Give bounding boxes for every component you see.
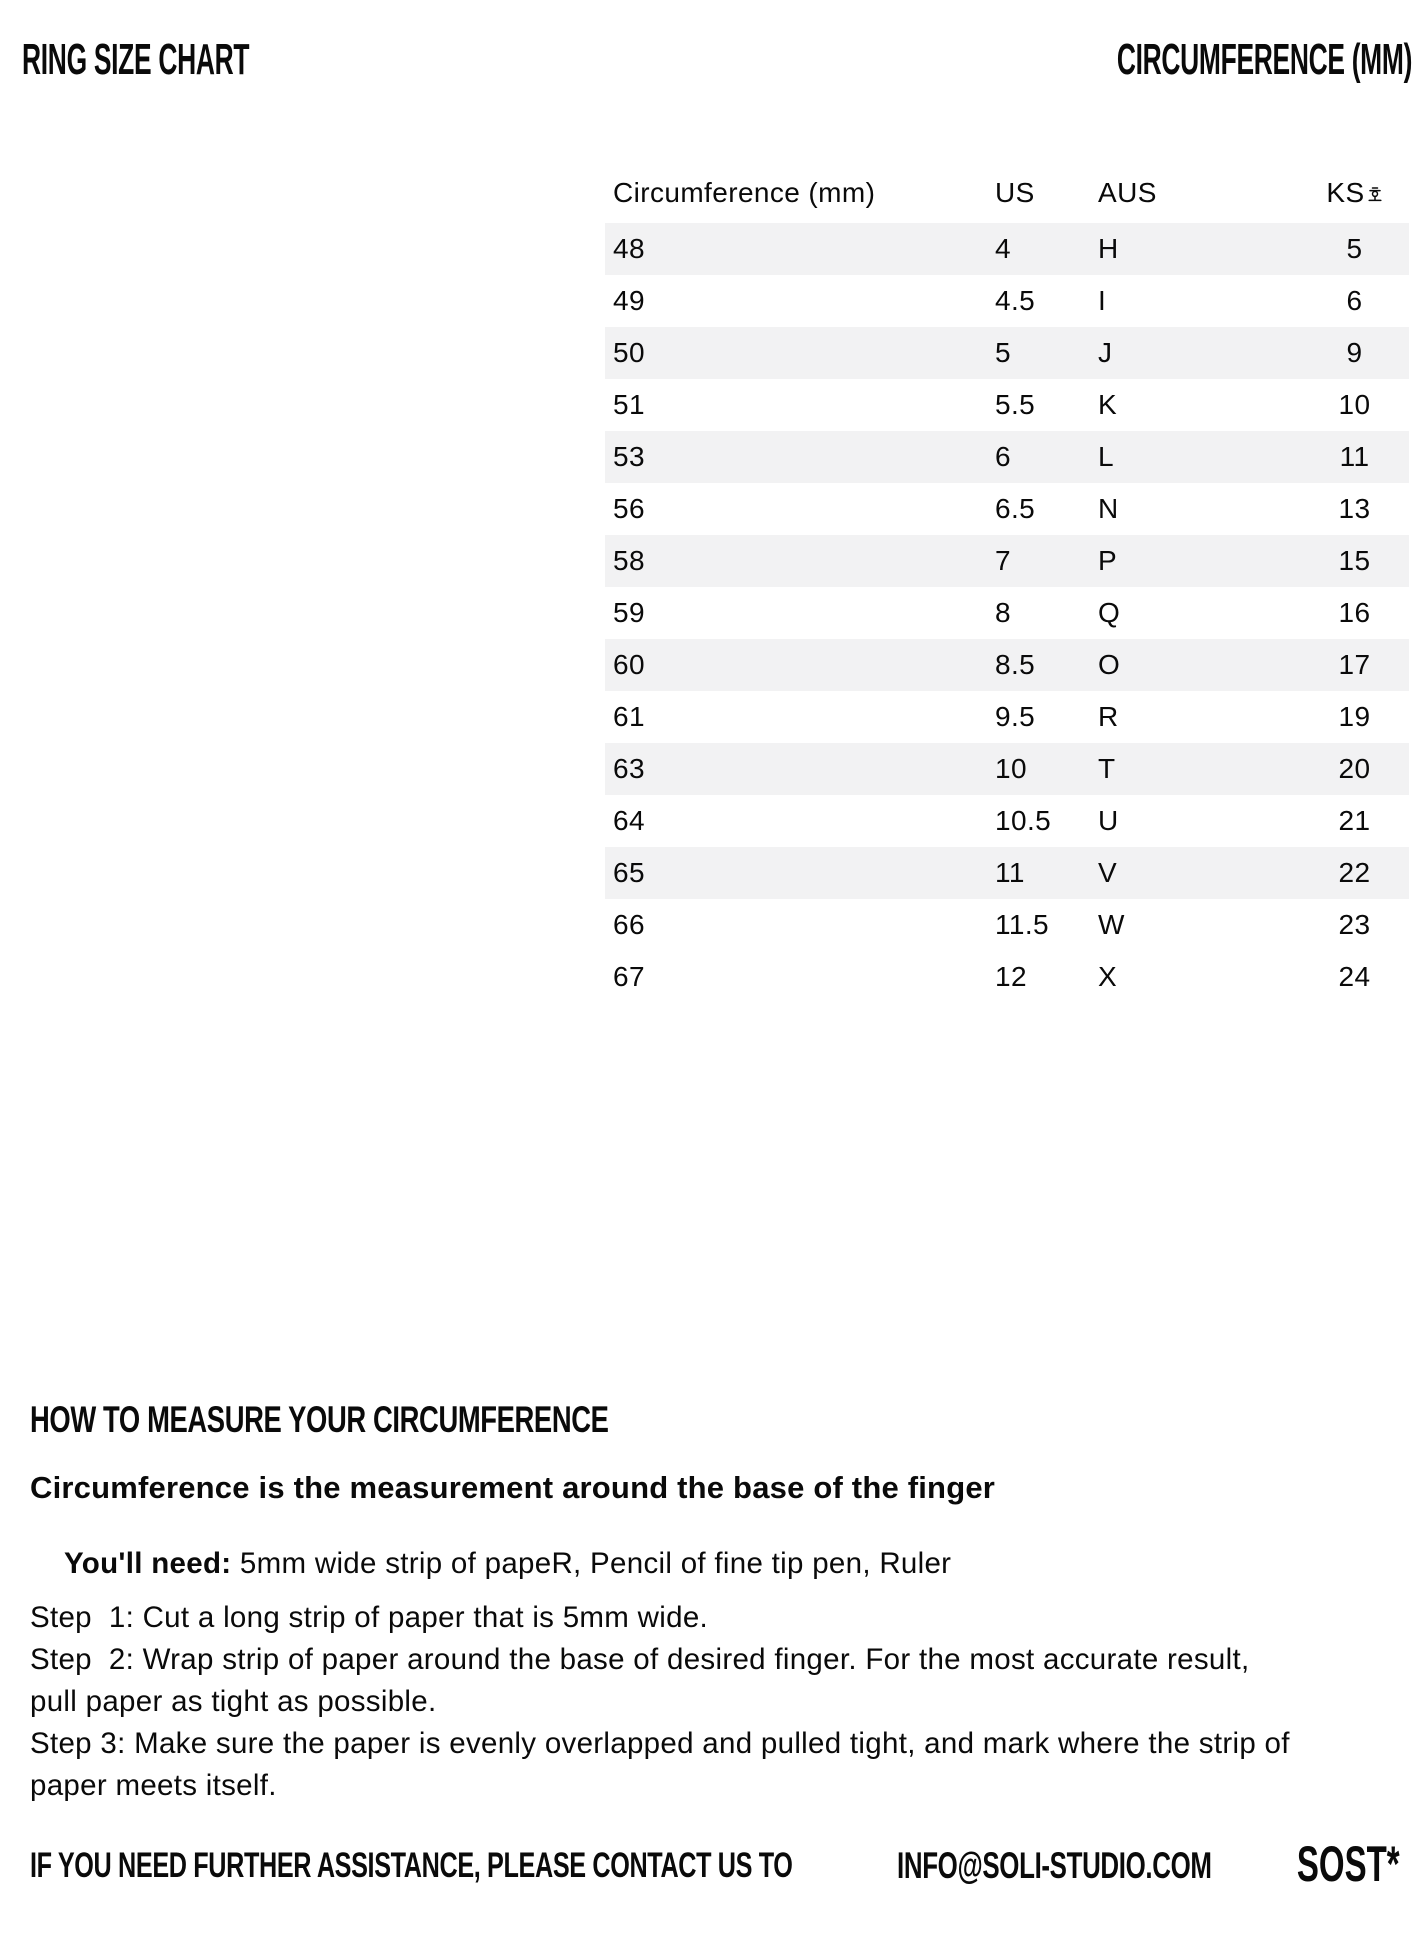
table-row [605,951,1409,1003]
cell-circumference: 66 [613,909,645,940]
cell-ks: 11 [1339,441,1370,472]
cell-ks: 19 [1338,701,1371,732]
cell-aus: X [1098,961,1118,992]
table-row [605,327,1409,379]
page-subtitle-text: CIRCUMFERENCE (MM) [1116,35,1412,84]
cell-circumference: 56 [613,493,645,524]
cell-us: 8.5 [995,649,1036,680]
footer-assistance-text: IF YOU NEED FURTHER ASSISTANCE, PLEASE CONTACT US TO [30,1846,793,1885]
cell-aus: T [1098,753,1116,784]
cell-ks: 22 [1338,857,1371,888]
table-row [605,639,1409,691]
cell-ks: 23 [1338,909,1371,940]
table-row [605,535,1409,587]
cell-circumference: 67 [613,961,645,992]
contact-email: INFO@SOLI-STUDIO.COM [897,1845,1212,1886]
table-row [605,743,1409,795]
cell-ks: 5 [1346,233,1363,264]
table-header-row [605,178,1409,223]
column-header-ks [1300,178,1409,208]
cell-aus: I [1098,285,1107,316]
howto-section-heading [30,1401,812,1438]
cell-ks: 24 [1338,961,1371,992]
cell-aus: P [1098,545,1118,576]
cell-us: 8 [995,597,1011,628]
cell-us: 7 [995,545,1011,576]
step-line: Step 3: Make sure the paper is evenly overlapped and pulled tight, and mark where the strip of [30,1727,1290,1760]
cell-aus: R [1098,701,1119,732]
cell-circumference: 51 [613,389,645,420]
ks-label: KS [1326,177,1365,208]
cell-aus: H [1098,233,1119,264]
table-row [605,847,1409,899]
step-line: Step 2: Wrap strip of paper around the base of desired finger. For the most accurate result, [30,1643,1250,1676]
cell-ks: 6 [1346,285,1363,316]
cell-ks: 13 [1338,493,1371,524]
cell-circumference: 64 [613,805,645,836]
cell-ks: 15 [1338,545,1371,576]
table-row [605,899,1409,951]
brand-logo-sost: SOST* [1297,1836,1400,1892]
cell-circumference: 65 [613,857,645,888]
cell-us: 12 [995,961,1027,992]
cell-ks: 10 [1338,389,1371,420]
cell-ks: 17 [1338,649,1371,680]
column-header-aus: AUS [1098,177,1157,208]
cell-us: 5.5 [995,389,1036,420]
howto-heading-text: HOW TO MEASURE YOUR CIRCUMFERENCE [30,1399,609,1440]
page-title [22,35,401,84]
table-row [605,795,1409,847]
cell-aus: Q [1098,597,1121,628]
measurement-steps [30,1597,1290,1807]
size-conversion-table [605,178,1409,1003]
column-header-us: US [995,177,1035,208]
cell-circumference: 59 [613,597,645,628]
materials-needed-label: You'll need: [63,1547,232,1580]
cell-circumference: 61 [613,701,645,732]
cell-us: 10.5 [995,805,1052,836]
cell-circumference: 60 [613,649,645,680]
step-line: pull paper as tight as possible. [30,1685,437,1718]
table-row [605,483,1409,535]
cell-ks: 16 [1338,597,1371,628]
cell-us: 5 [995,337,1011,368]
cell-aus: J [1098,337,1113,368]
cell-circumference: 50 [613,337,645,368]
korean-ho-glyph [1367,187,1383,203]
cell-us: 6.5 [995,493,1036,524]
cell-us: 11.5 [995,909,1050,940]
cell-circumference: 49 [613,285,645,316]
circumference-definition: Circumference is the measurement around the base of the finger [30,1470,996,1505]
table-row [605,379,1409,431]
cell-us: 4 [995,233,1011,264]
cell-aus: O [1098,649,1121,680]
cell-us: 11 [995,857,1025,888]
table-row [605,691,1409,743]
cell-aus: V [1098,857,1118,888]
cell-aus: L [1098,441,1114,472]
page-subtitle-circumference [920,35,1412,84]
cell-circumference: 63 [613,753,645,784]
cell-aus: U [1098,805,1119,836]
cell-circumference: 58 [613,545,645,576]
table-row [605,587,1409,639]
step-line: paper meets itself. [30,1769,277,1802]
cell-aus: K [1098,389,1118,420]
cell-ks: 21 [1338,805,1371,836]
cell-ks: 20 [1338,753,1371,784]
cell-aus: W [1098,909,1125,940]
table-row [605,431,1409,483]
cell-us: 10 [995,753,1027,784]
cell-ks: 9 [1346,337,1363,368]
cell-us: 9.5 [995,701,1036,732]
table-row [605,275,1409,327]
size-table-body [605,223,1409,1003]
cell-aus: N [1098,493,1119,524]
table-row [605,223,1409,275]
cell-us: 6 [995,441,1011,472]
page-title-text: RING SIZE CHART [22,35,250,84]
cell-circumference: 53 [613,441,645,472]
column-header-circumference: Circumference (mm) [613,177,876,208]
step-line: Step 1: Cut a long strip of paper that is 5mm wide. [30,1601,709,1634]
materials-needed-text: 5mm wide strip of papeR, Pencil of fine tip pen, Ruler [231,1547,952,1580]
cell-us: 4.5 [995,285,1036,316]
cell-circumference: 48 [613,233,645,264]
